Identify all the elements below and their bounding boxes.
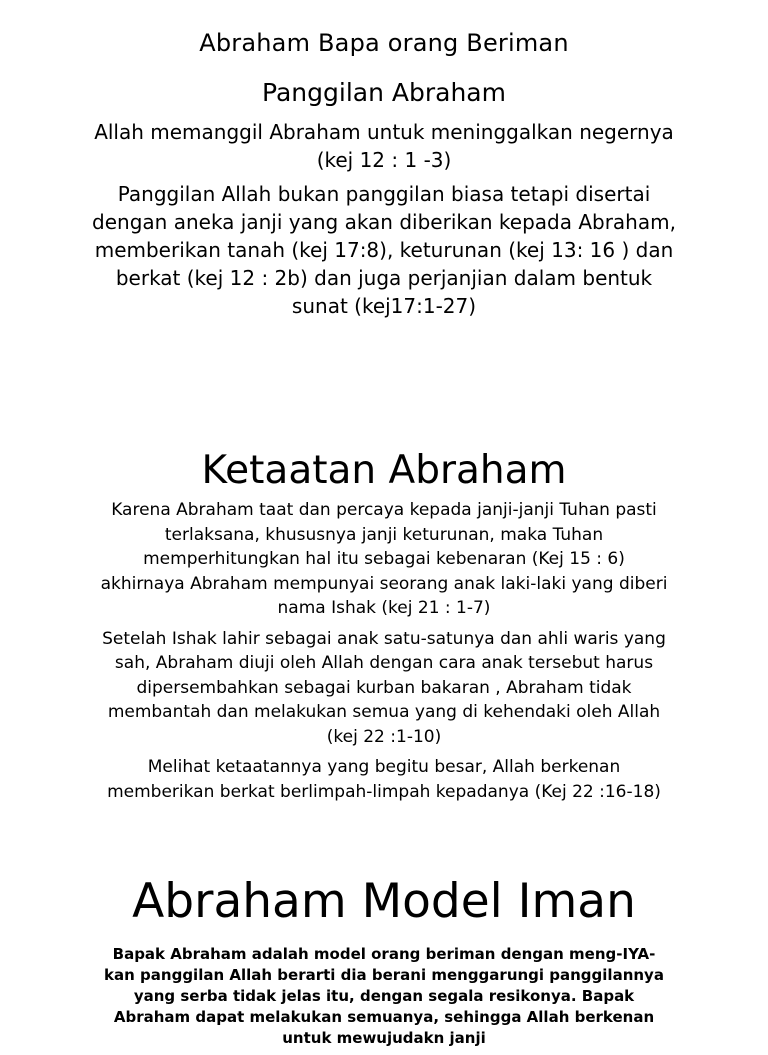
slide-ketaatan-abraham [0, 420, 768, 840]
slide1-paragraph-2: Panggilan Allah bukan panggilan biasa tetapi disertai dengan aneka janji yang akan diberikan kepada Abraham, memberikan tanah (kej 17:8), keturunan (kej 13: 16 ) dan berkat (kej 12 : 2b) dan juga perjanjian dalam bentuk sunat (kej17:1-27) [92, 182, 676, 318]
slide1-body [90, 118, 678, 326]
slide1-subtitle: Panggilan Abraham [262, 78, 506, 107]
slide3-body [100, 944, 668, 1055]
slide3-paragraph-1: Bapak Abraham adalah model orang beriman dengan meng-IYA- kan panggilan Allah berarti dia berani menggarungi panggilannya yang serba tidak jelas itu, dengan segala resikonya. Bapak Abraham dapat melakukan semuanya, sehingga Allah berkenan untuk mewujudakn janji [104, 945, 664, 1047]
slide1-title: Abraham Bapa orang Beriman [199, 29, 569, 57]
slide-abraham-model-iman [0, 860, 768, 1047]
slide1-paragraph-1: Allah memanggil Abraham untuk meninggalkan negernya (kej 12 : 1 -3) [94, 120, 674, 172]
slide2-title: Ketaatan Abraham [201, 448, 567, 493]
slide-panggilan-abraham [0, 0, 768, 400]
slide2-body [100, 498, 668, 810]
slide3-title: Abraham Model Iman [132, 874, 636, 929]
slide2-paragraph-3: Melihat ketaatannya yang begitu besar, Allah berkenan memberikan berkat berlimpah-limpah kepadanya (Kej 22 :16-18) [107, 757, 661, 802]
slide2-paragraph-2: Setelah Ishak lahir sebagai anak satu-satunya dan ahli waris yang sah, Abraham diuji oleh Allah dengan cara anak tersebut harus dipersembahkan sebagai kurban bakaran , Abraham tidak membantah dan melakukan semua yang di kehendaki oleh Allah (kej 22 :1-10) [102, 628, 666, 747]
slide2-paragraph-1: Karena Abraham taat dan percaya kepada janji-janji Tuhan pasti terlaksana, khususnya janji keturunan, maka Tuhan memperhitungkan hal itu sebagai kebenaran (Kej 15 : 6) akhirnaya Abraham mempunyai seorang anak laki-laki yang diberi nama Ishak (kej 21 : 1-7) [100, 500, 668, 618]
